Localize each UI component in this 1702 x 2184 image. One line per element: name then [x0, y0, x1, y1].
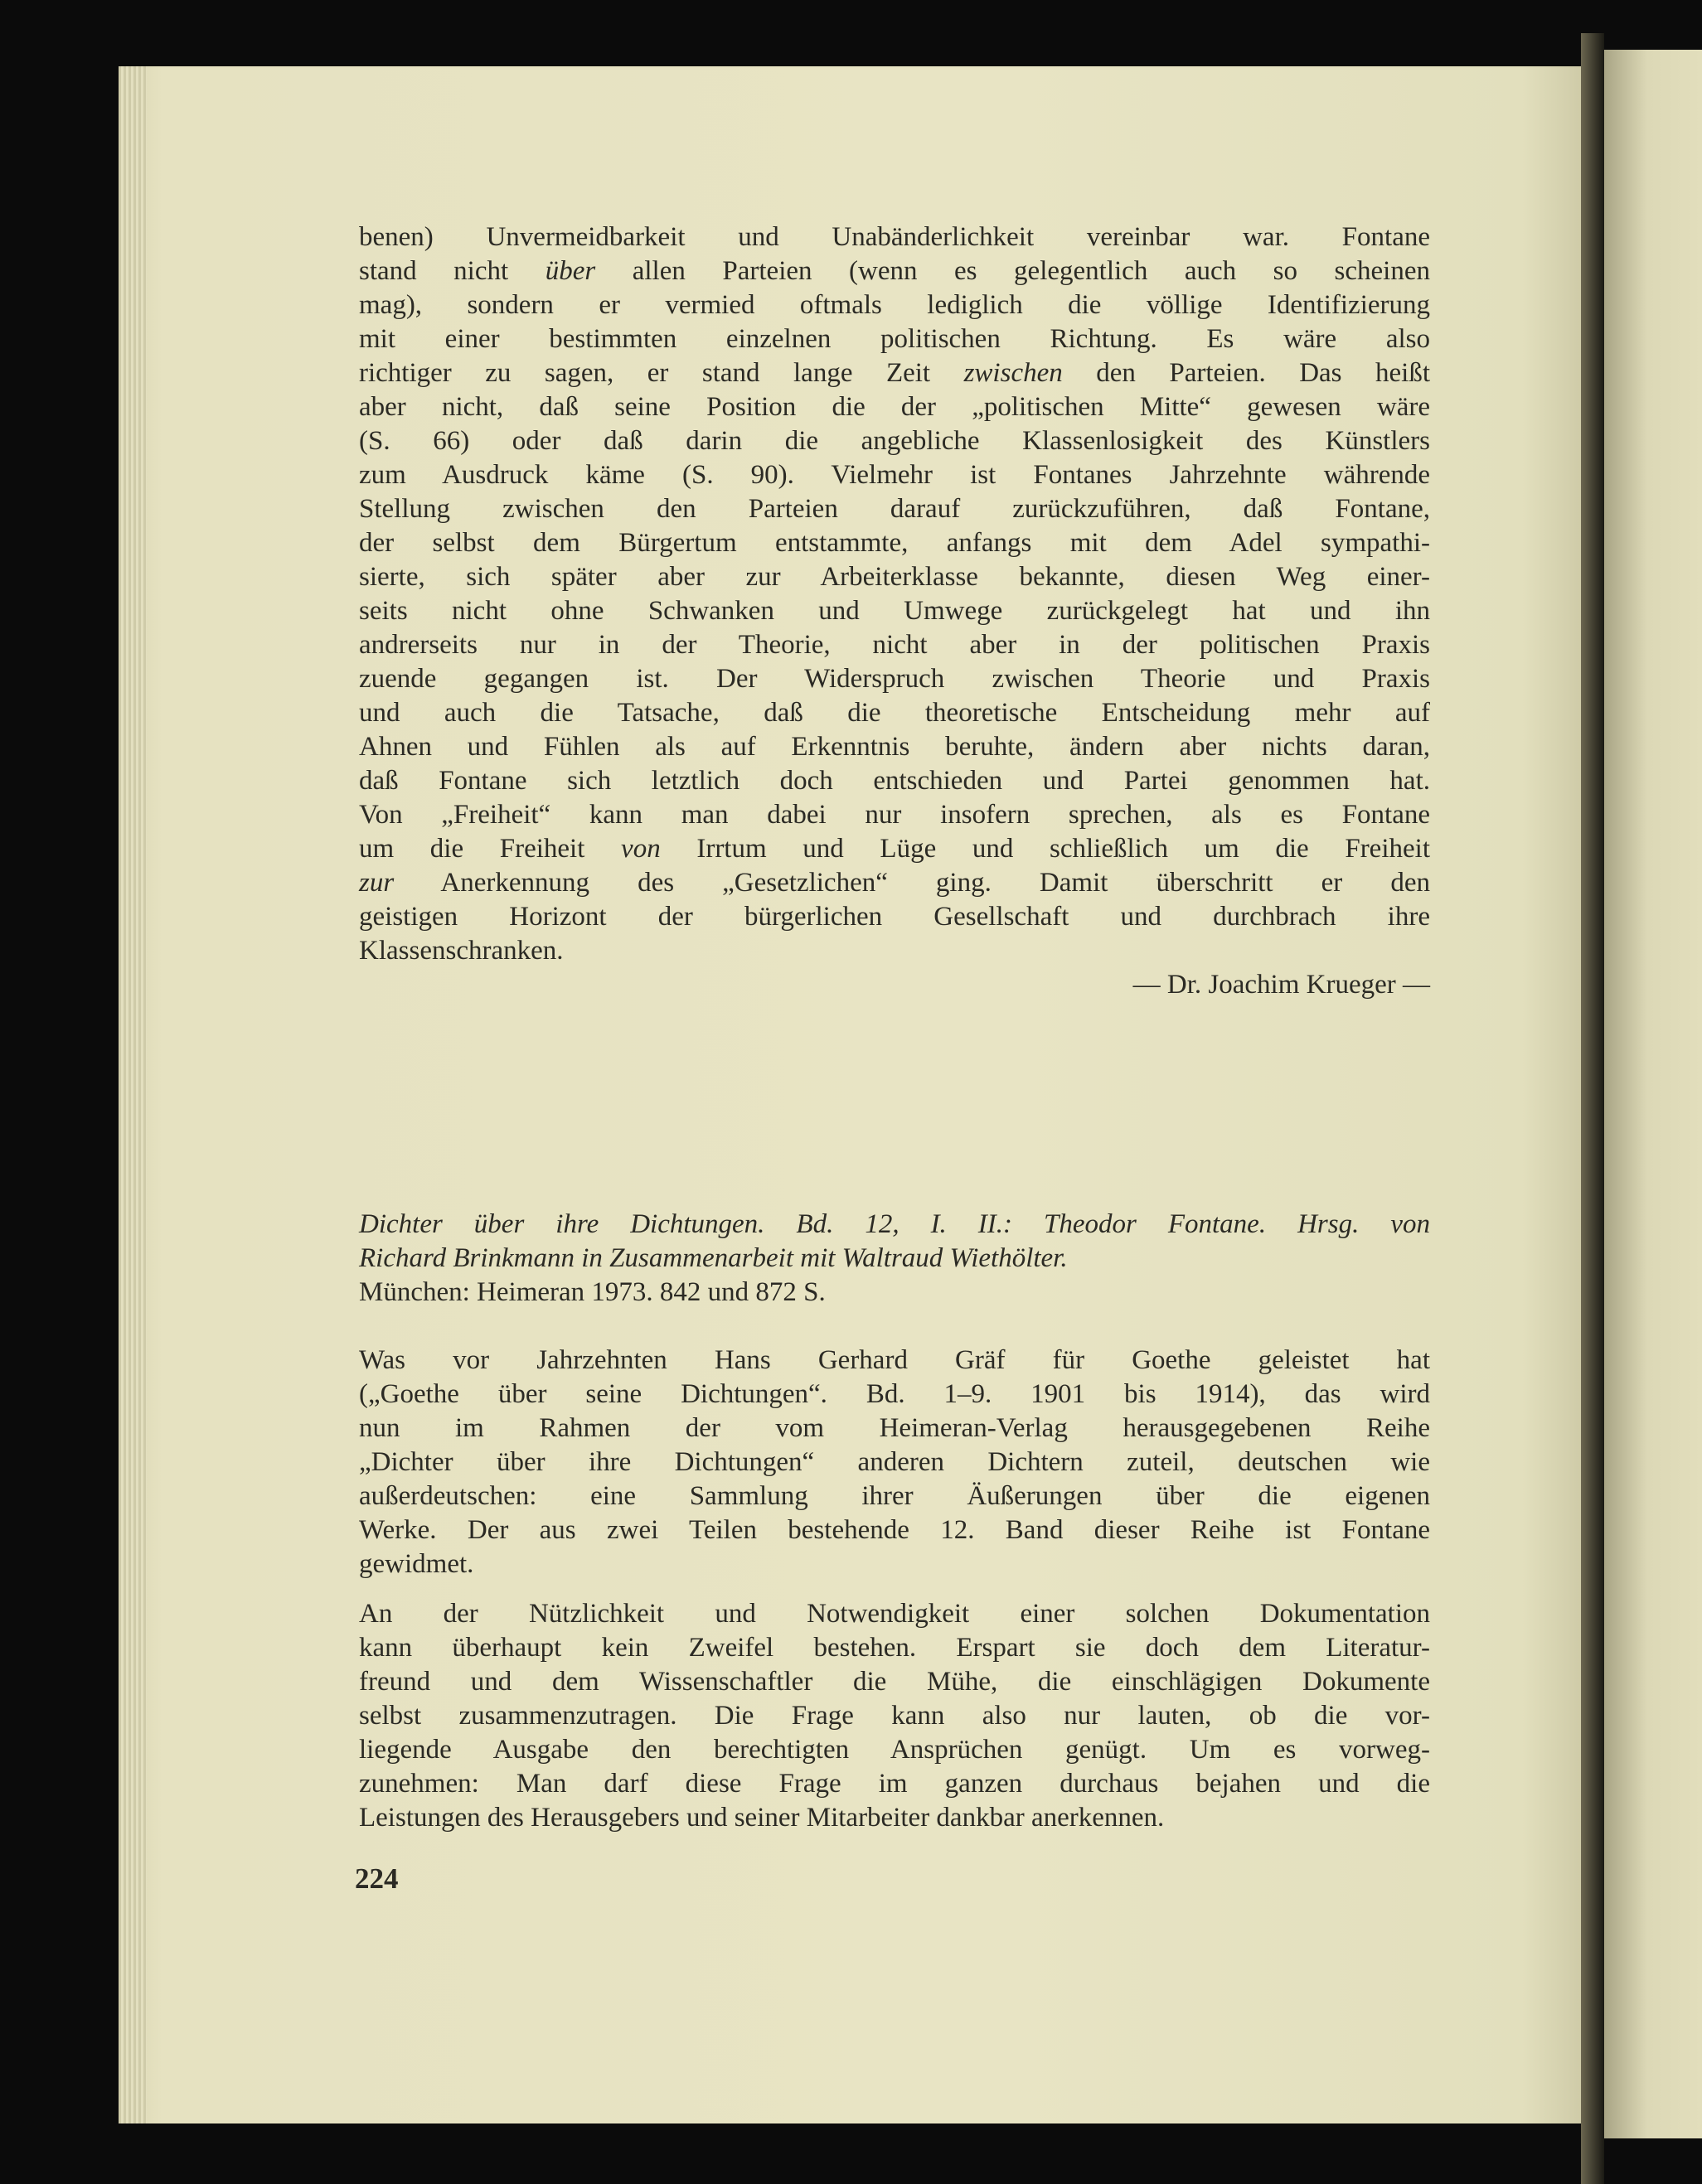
italic-text: von — [621, 834, 661, 864]
text-line — [359, 356, 1430, 390]
page-number: 224 — [355, 1862, 399, 1895]
text-segment: daß Fontane sich letztlich doch entschieden und Partei genommen hat. — [359, 766, 1430, 796]
text-segment: seits nicht ohne Schwanken und Umwege zurückgelegt hat und ihn — [359, 596, 1430, 626]
text-line — [359, 254, 1430, 288]
text-line — [359, 730, 1430, 764]
text-segment: geistigen Horizont der bürgerlichen Gesellschaft und durchbrach ihre — [359, 902, 1430, 932]
text-line — [359, 1344, 1430, 1378]
review-paragraph-2 — [359, 1597, 1430, 1835]
text-segment: andrerseits nur in der Theorie, nicht aber in der politischen Praxis — [359, 630, 1430, 660]
text-line — [359, 1242, 1430, 1276]
book-gutter — [1581, 33, 1604, 2184]
text-line — [359, 1208, 1430, 1242]
text-line — [359, 1597, 1430, 1631]
text-segment: („Goethe über seine Dichtungen“. Bd. 1–9. 1901 bis 1914), das wird — [359, 1379, 1430, 1409]
text-segment: zunehmen: Man darf diese Frage im ganzen durchaus bejahen und die — [359, 1769, 1430, 1799]
text-line — [359, 560, 1430, 594]
text-segment: Von „Freiheit“ kann man dabei nur insofern sprechen, als es Fontane — [359, 800, 1430, 830]
text-segment: benen) Unvermeidbarkeit und Unabänderlichkeit vereinbar war. Fontane — [359, 222, 1430, 252]
italic-text: über — [545, 256, 596, 286]
italic-text: zur — [359, 868, 395, 898]
text-segment: um die Freiheit — [359, 834, 622, 864]
text-segment: Klassenschranken. — [359, 936, 564, 966]
text-line — [359, 1665, 1430, 1699]
text-segment: allen Parteien (wenn es gelegentlich auch so scheinen — [595, 256, 1430, 286]
text-line — [359, 1699, 1430, 1733]
text-segment: kann überhaupt kein Zweifel bestehen. Erspart sie doch dem Literatur- — [359, 1633, 1430, 1663]
text-segment: München: Heimeran 1973. 842 und 872 S. — [359, 1277, 826, 1307]
review-paragraph-1 — [359, 1344, 1430, 1581]
text-segment: und auch die Tatsache, daß die theoretische Entscheidung mehr auf — [359, 698, 1430, 728]
italic-text: zwischen — [963, 358, 1063, 388]
text-segment: liegende Ausgabe den berechtigten Ansprüchen genügt. Um es vorweg- — [359, 1735, 1430, 1765]
text-segment: richtiger zu sagen, er stand lange Zeit — [359, 358, 964, 388]
text-segment: Stellung zwischen den Parteien darauf zurückzuführen, daß Fontane, — [359, 494, 1430, 524]
text-segment: Leistungen des Herausgebers und seiner Mitarbeiter dankbar anerkennen. — [359, 1803, 1165, 1833]
text-segment: (S. 66) oder daß darin die angebliche Klassenlosigkeit des Künstlers — [359, 426, 1430, 456]
text-line — [359, 866, 1430, 900]
italic-text: Richard Brinkmann in Zusammenarbeit mit Waltraud Wiethölter. — [359, 1243, 1068, 1273]
text-line — [359, 1412, 1430, 1446]
text-line — [359, 1378, 1430, 1412]
text-line — [359, 1446, 1430, 1479]
text-line — [359, 492, 1430, 526]
text-segment: zum Ausdruck käme (S. 90). Vielmehr ist Fontanes Jahrzehnte währende — [359, 460, 1430, 490]
text-line — [359, 628, 1430, 662]
text-segment: den Parteien. Das heißt — [1062, 358, 1430, 388]
text-segment: nun im Rahmen der vom Heimeran-Verlag herausgegebenen Reihe — [359, 1413, 1430, 1443]
text-segment: An der Nützlichkeit und Notwendigkeit einer solchen Dokumentation — [359, 1599, 1430, 1629]
book-citation — [359, 1208, 1430, 1310]
text-line — [359, 1801, 1430, 1835]
text-line — [359, 458, 1430, 492]
facing-page-edge — [1604, 50, 1702, 2138]
text-line — [359, 1767, 1430, 1801]
review-conclusion-text — [359, 220, 1430, 968]
text-line — [359, 322, 1430, 356]
text-segment: außerdeutschen: eine Sammlung ihrer Äußerungen über die eigenen — [359, 1481, 1430, 1511]
text-line — [359, 288, 1430, 322]
text-segment: selbst zusammenzutragen. Die Frage kann also nur lauten, ob die vor- — [359, 1701, 1430, 1731]
text-line — [359, 764, 1430, 798]
text-line — [359, 594, 1430, 628]
text-line — [359, 424, 1430, 458]
text-line — [359, 526, 1430, 560]
text-segment: Anerkennung des „Gesetzlichen“ ging. Damit überschritt er den — [394, 868, 1430, 898]
text-line — [359, 696, 1430, 730]
text-line — [359, 390, 1430, 424]
page-stack-edge — [119, 66, 147, 2123]
text-line — [359, 1513, 1430, 1547]
text-segment: mag), sondern er vermied oftmals lediglich die völlige Identifizierung — [359, 290, 1430, 320]
text-line — [359, 798, 1430, 832]
author-signature: — Dr. Joachim Krueger — — [1132, 970, 1430, 1000]
text-segment: der selbst dem Bürgertum entstammte, anfangs mit dem Adel sympathi- — [359, 528, 1430, 558]
text-line — [359, 1479, 1430, 1513]
text-line — [359, 934, 1430, 968]
text-segment: gewidmet. — [359, 1549, 474, 1579]
text-segment: Irrtum und Lüge und schließlich um die Freiheit — [660, 834, 1430, 864]
text-segment: Ahnen und Fühlen als auf Erkenntnis beruhte, ändern aber nichts daran, — [359, 732, 1430, 762]
text-segment: aber nicht, daß seine Position die der „politischen Mitte“ gewesen wäre — [359, 392, 1430, 422]
text-segment: stand nicht — [359, 256, 546, 286]
text-segment: Was vor Jahrzehnten Hans Gerhard Gräf für Goethe geleistet hat — [359, 1345, 1430, 1375]
text-segment: mit einer bestimmten einzelnen politischen Richtung. Es wäre also — [359, 324, 1430, 354]
text-segment: sierte, sich später aber zur Arbeiterklasse bekannte, diesen Weg einer- — [359, 562, 1430, 592]
text-line — [359, 1631, 1430, 1665]
text-line — [359, 1733, 1430, 1767]
text-line — [359, 220, 1430, 254]
text-line — [359, 1276, 1430, 1310]
text-segment: „Dichter über ihre Dichtungen“ anderen Dichtern zuteil, deutschen wie — [359, 1447, 1430, 1477]
text-line — [359, 1547, 1430, 1581]
italic-text: Dichter über ihre Dichtungen. Bd. 12, I. II.: Theodor Fontane. Hrsg. von — [359, 1209, 1430, 1239]
text-segment: freund und dem Wissenschaftler die Mühe, die einschlägigen Dokumente — [359, 1667, 1430, 1697]
text-line — [359, 832, 1430, 866]
text-line — [359, 662, 1430, 696]
text-line — [359, 900, 1430, 934]
text-segment: zuende gegangen ist. Der Widerspruch zwischen Theorie und Praxis — [359, 664, 1430, 694]
text-segment: Werke. Der aus zwei Teilen bestehende 12. Band dieser Reihe ist Fontane — [359, 1515, 1430, 1545]
